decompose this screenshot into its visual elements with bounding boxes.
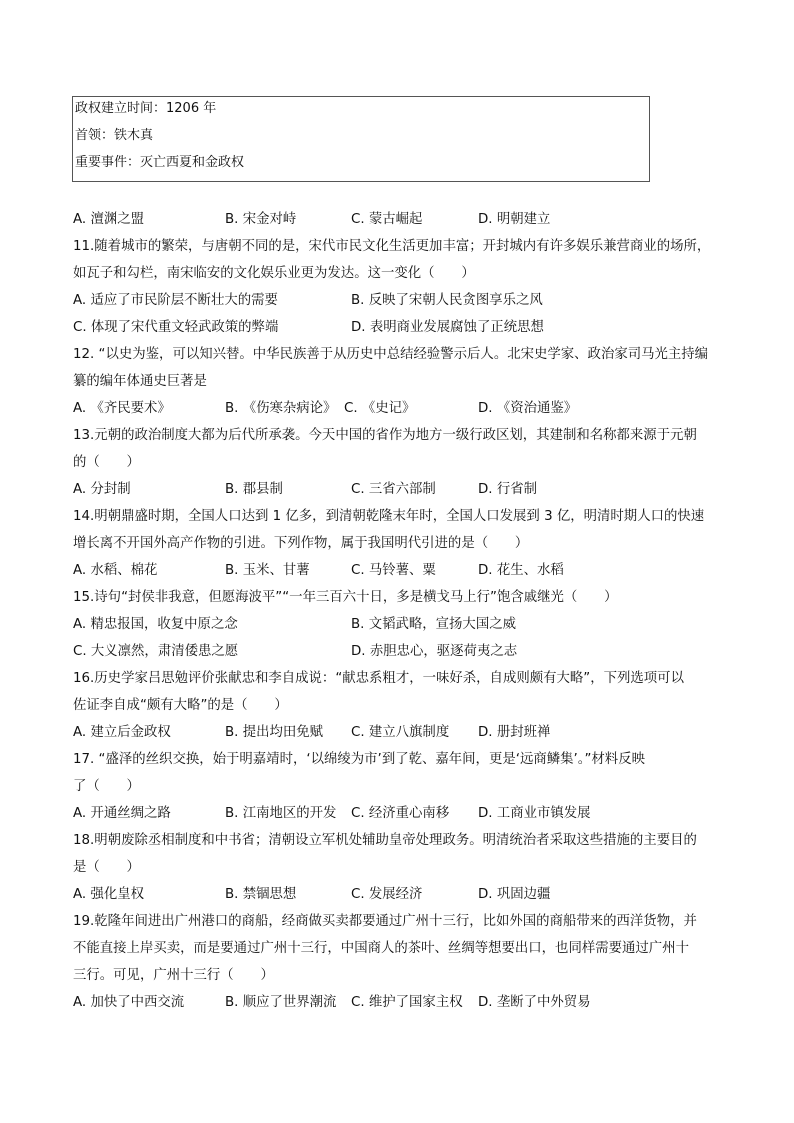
- q12-option-b[interactable]: B. 《伤寒杂病论》: [225, 401, 337, 416]
- q14-option-a[interactable]: A. 水稻、棉花: [73, 563, 158, 578]
- q11-stem-line-1: 11.随着城市的繁荣，与唐朝不同的是，宋代市民文化生活更加丰富；开封城内有许多娱乐兼营商业的场所，: [73, 239, 711, 254]
- q16-option-d[interactable]: D. 册封班禅: [478, 725, 551, 740]
- q13-stem-line-1: 13.元朝的政治制度大都为后代所承袭。今天中国的省作为地方一级行政区划，其建制和名称都来源于元朝: [73, 428, 697, 443]
- q11-option-b[interactable]: B. 反映了宋朝人民贪图享乐之风: [351, 293, 543, 308]
- q14-option-d[interactable]: D. 花生、水稻: [478, 563, 564, 578]
- q10-option-b[interactable]: B. 宋金对峙: [225, 212, 297, 227]
- q10-options: [73, 206, 723, 233]
- q15-option-b[interactable]: B. 文韬武略，宣扬大国之威: [351, 617, 516, 632]
- q16-options: [73, 719, 723, 746]
- q13-options: [73, 476, 723, 503]
- q13-option-d[interactable]: D. 行省制: [478, 482, 537, 497]
- q15-option-c[interactable]: C. 大义凛然，肃清倭患之愿: [73, 644, 239, 659]
- q19-options: [73, 989, 723, 1016]
- q12-stem-line-1: 12. “以史为鉴，可以知兴替。中华民族善于从历史中总结经验警示后人。北宋史学家、政治家司马光主持编: [73, 347, 709, 362]
- q11-stem-line-2: 如瓦子和勾栏，南宋临安的文化娱乐业更为发达。这一变化（ ）: [73, 266, 475, 281]
- q14-stem-line-1: 14.明朝鼎盛时期，全国人口达到 1 亿多，到清朝乾隆末年时，全国人口发展到 3 亿，明清时期人口的快速: [73, 509, 705, 524]
- q11-options-row-1: [73, 287, 723, 314]
- q16-option-c[interactable]: C. 建立八旗制度: [351, 725, 450, 740]
- q18-option-b[interactable]: B. 禁锢思想: [225, 887, 297, 902]
- q14-options: [73, 557, 723, 584]
- q12-stem-line-2: 纂的编年体通史巨著是: [73, 374, 207, 389]
- q16-stem-line-2: 佐证李自成“颇有大略”的是（ ）: [73, 698, 288, 713]
- q19-option-c[interactable]: C. 维护了国家主权: [351, 995, 463, 1010]
- q16-option-a[interactable]: A. 建立后金政权: [73, 725, 171, 740]
- q18-option-a[interactable]: A. 强化皇权: [73, 887, 144, 902]
- q16-option-b[interactable]: B. 提出均田免赋: [225, 725, 324, 740]
- q18-options: [73, 881, 723, 908]
- info-box: [72, 96, 650, 182]
- q12-option-c[interactable]: C. 《史记》: [344, 401, 416, 416]
- q17-option-c[interactable]: C. 经济重心南移: [351, 806, 450, 821]
- q14-option-c[interactable]: C. 马铃薯、粟: [351, 563, 436, 578]
- q17-stem-line-2: 了（ ）: [73, 779, 140, 794]
- q11-options-row-2: [73, 314, 723, 341]
- q17-option-d[interactable]: D. 工商业市镇发展: [478, 806, 591, 821]
- q19-stem-line-2: 不能直接上岸买卖，而是要通过广州十三行，中国商人的茶叶、丝绸等想要出口，也同样需要通过广州十: [73, 941, 689, 956]
- q15-option-d[interactable]: D. 赤胆忠心，驱逐荷夷之志: [351, 644, 518, 659]
- q13-stem-line-2: 的（ ）: [73, 455, 140, 470]
- q13-option-c[interactable]: C. 三省六部制: [351, 482, 436, 497]
- q18-stem-line-2: 是（ ）: [73, 860, 140, 875]
- q11-option-c[interactable]: C. 体现了宋代重文轻武政策的弊端: [73, 320, 279, 335]
- q10-option-c[interactable]: C. 蒙古崛起: [351, 212, 423, 227]
- q12-option-d[interactable]: D. 《资治通鉴》: [478, 401, 578, 416]
- q15-options-row-2: [73, 638, 723, 665]
- q14-option-b[interactable]: B. 玉米、甘薯: [225, 563, 310, 578]
- q12-options: [73, 395, 723, 422]
- q12-option-a[interactable]: A. 《齐民要术》: [73, 401, 171, 416]
- question-list: [73, 206, 723, 1016]
- info-line-leader: 首领：铁木真: [75, 128, 154, 143]
- q15-option-a[interactable]: A. 精忠报国，收复中原之念: [73, 617, 238, 632]
- q18-option-c[interactable]: C. 发展经济: [351, 887, 423, 902]
- q18-stem-line-1: 18.明朝废除丞相制度和中书省；清朝设立军机处辅助皇帝处理政务。明清统治者采取这些措施的主要目的: [73, 833, 697, 848]
- q16-stem-line-1: 16.历史学家吕思勉评价张献忠和李自成说：“献忠系粗才，一味好杀，自成则颇有大略”，下列选项可以: [73, 671, 684, 686]
- q17-option-b[interactable]: B. 江南地区的开发: [225, 806, 337, 821]
- q15-options-row-1: [73, 611, 723, 638]
- q19-option-d[interactable]: D. 垄断了中外贸易: [478, 995, 591, 1010]
- q19-option-a[interactable]: A. 加快了中西交流: [73, 995, 185, 1010]
- q13-option-b[interactable]: B. 郡县制: [225, 482, 283, 497]
- q17-option-a[interactable]: A. 开通丝绸之路: [73, 806, 171, 821]
- q10-option-d[interactable]: D. 明朝建立: [478, 212, 551, 227]
- q19-stem-line-1: 19.乾隆年间进出广州港口的商船，经商做买卖都要通过广州十三行，比如外国的商船带来的西洋货物，并: [73, 914, 697, 929]
- info-line-events: 重要事件：灭亡西夏和金政权: [75, 155, 245, 170]
- info-line-founding-time: 政权建立时间：1206 年: [75, 101, 217, 116]
- q19-stem-line-3: 三行。可见，广州十三行（ ）: [73, 968, 274, 983]
- q10-option-a[interactable]: A. 澶渊之盟: [73, 212, 144, 227]
- q17-options: [73, 800, 723, 827]
- q14-stem-line-2: 增长离不开国外高产作物的引进。下列作物，属于我国明代引进的是（ ）: [73, 536, 529, 551]
- q11-option-d[interactable]: D. 表明商业发展腐蚀了正统思想: [351, 320, 544, 335]
- q11-option-a[interactable]: A. 适应了市民阶层不断壮大的需要: [73, 293, 278, 308]
- q13-option-a[interactable]: A. 分封制: [73, 482, 131, 497]
- q15-stem-line-1: 15.诗句“封侯非我意，但愿海波平”“一年三百六十日，多是横戈马上行”饱含戚继光（ ）: [73, 590, 618, 605]
- q17-stem-line-1: 17. “盛泽的丝织交换，始于明嘉靖时，‘以绵绫为市’到了乾、嘉年间，更是‘远商鳞集’。”材料反映: [73, 752, 645, 767]
- q19-option-b[interactable]: B. 顺应了世界潮流: [225, 995, 337, 1010]
- q18-option-d[interactable]: D. 巩固边疆: [478, 887, 551, 902]
